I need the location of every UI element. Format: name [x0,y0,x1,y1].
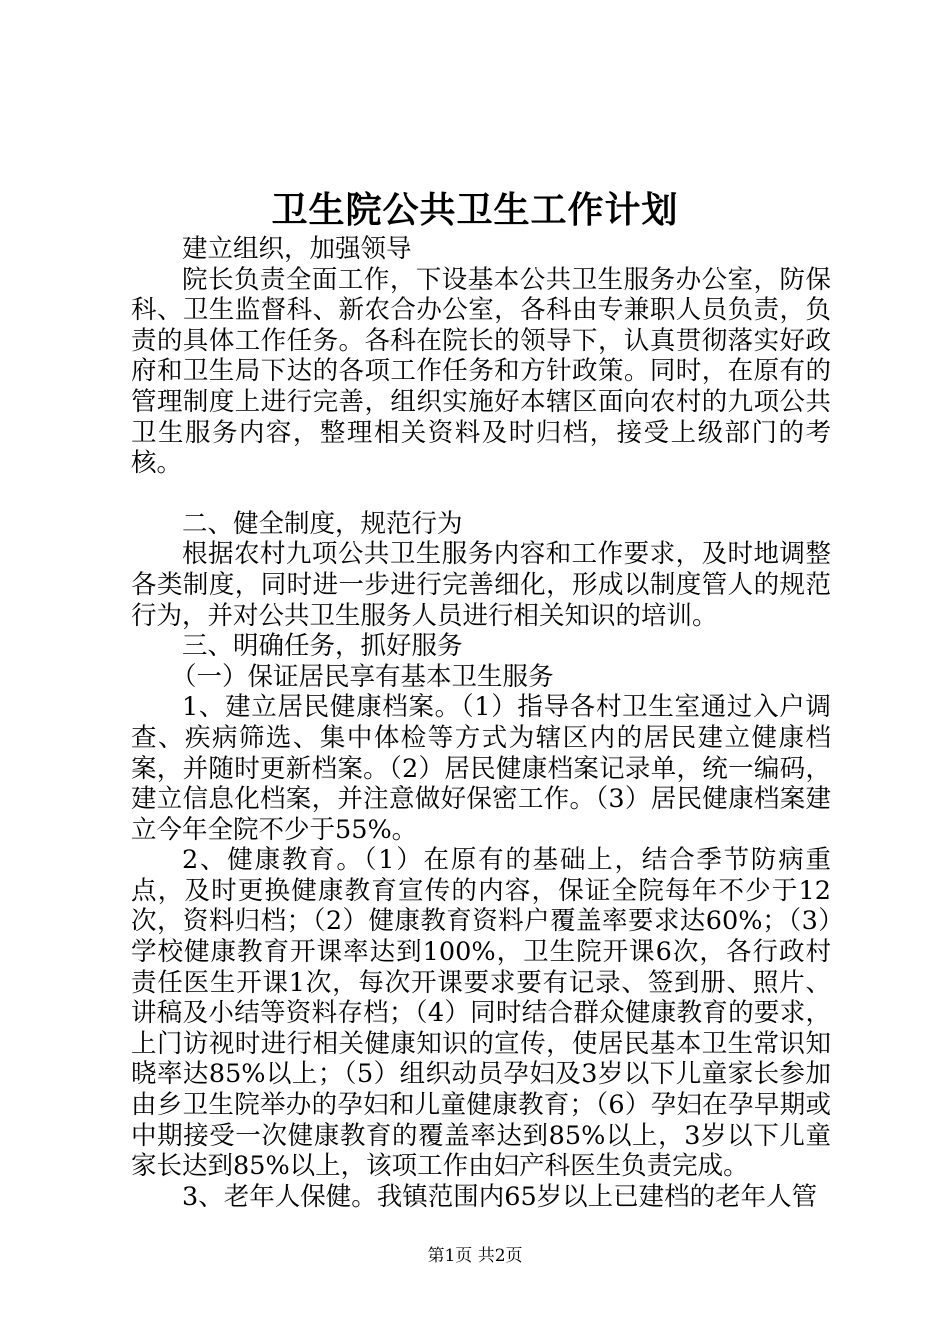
paragraph: 1、建立居民健康档案。（1）指导各村卫生室通过入户调查、疾病筛选、集中体检等方式为辖区内的居民建立健康档案，并随时更新档案。（2）居民健康档案记录单，统一编码，建立信息化档案，并注意做好保密工作。（3）居民健康档案建立今年全院不少于55%。 [131,692,831,845]
paragraph: 2、健康教育。（1）在原有的基础上，结合季节防病重点，及时更换健康教育宣传的内容，保证全院每年不少于12次，资料归档；（2）健康教育资料户覆盖率要求达60%；（3）学校健康教育开课率达到100%，卫生院开课6次，各行政村责任医生开课1次，每次开课要求要有记录、签到册、照片、讲稿及小结等资料存档；（4）同时结合群众健康教育的要求，上门访视时进行相关健康知识的宣传，使居民基本卫生常识知晓率达85%以上；（5）组织动员孕妇及3岁以下儿童家长参加由乡卫生院举办的孕妇和儿童健康教育；（6）孕妇在孕早期或中期接受一次健康教育的覆盖率达到85%以上，3岁以下儿童家长达到85%以上，该项工作由妇产科医生负责完成。 [131,845,831,1182]
paragraph-subheading: （一）保证居民享有基本卫生服务 [171,661,554,692]
paragraph: 3、老年人保健。我镇范围内65岁以上已建档的老年人管 [182,1181,818,1212]
paragraph: 根据农村九项公共卫生服务内容和工作要求，及时地调整各类制度，同时进一步进行完善细化，形成以制度管人的规范行为，并对公共卫生服务人员进行相关知识的培训。 [131,539,831,631]
document-body [131,234,831,1212]
paragraph-heading-1: 建立组织，加强领导 [182,234,412,264]
paragraph-heading-2: 二、健全制度，规范行为 [182,508,463,539]
paragraph-heading-3: 三、明确任务，抓好服务 [182,631,463,662]
document-title: 卫生院公共卫生工作计划 [271,189,679,231]
page-footer: 第1页 共2页 [427,1246,523,1266]
paragraph: 院长负责全面工作，下设基本公共卫生服务办公室，防保科、卫生监督科、新农合办公室，各科由专兼职人员负责，负责的具体工作任务。各科在院长的领导下，认真贯彻落实好政府和卫生局下达的各项工作任务和方针政策。同时，在原有的管理制度上进行完善，组织实施好本辖区面向农村的九项公共卫生服务内容，整理相关资料及时归档，接受上级部门的考核。 [131,264,831,479]
